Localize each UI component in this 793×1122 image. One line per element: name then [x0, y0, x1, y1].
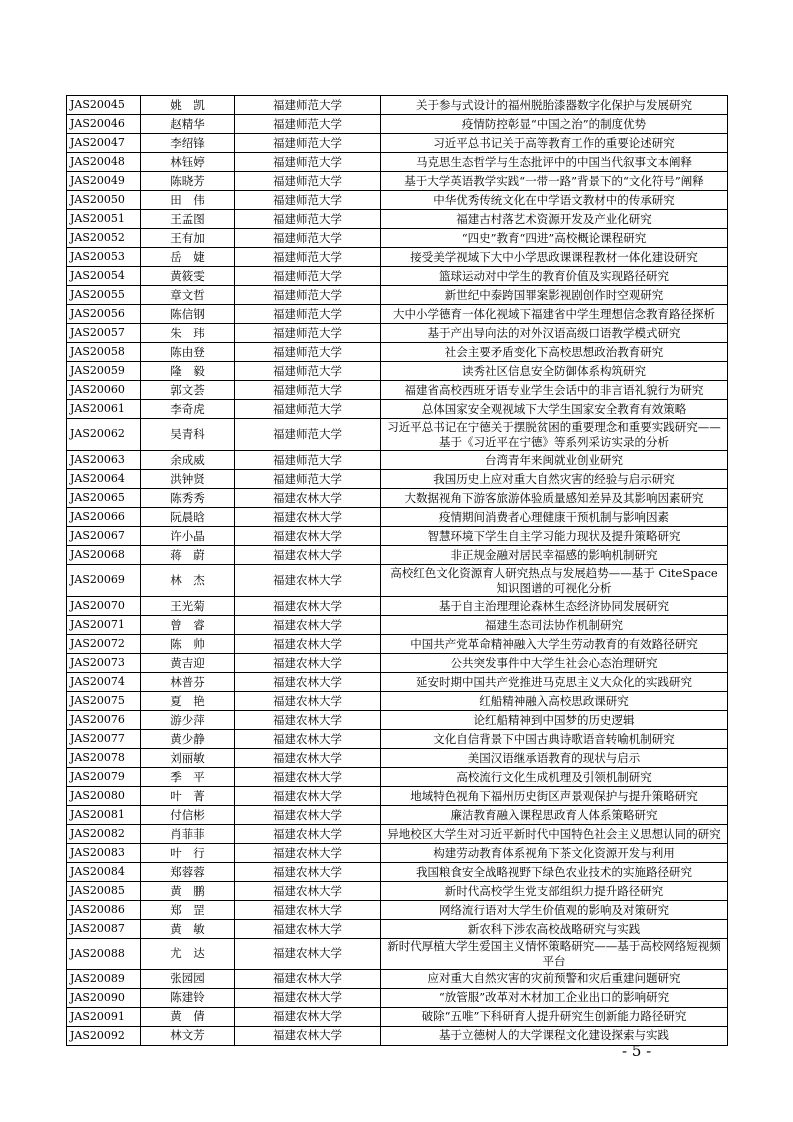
project-id-cell: JAS20059 [67, 362, 141, 381]
leader-name-cell: 岳 婕 [141, 248, 235, 267]
project-id-cell: JAS20083 [67, 844, 141, 863]
table-row [67, 305, 728, 324]
table-row [67, 324, 728, 343]
leader-name-cell: 付信彬 [141, 806, 235, 825]
leader-name-cell: 肖菲菲 [141, 825, 235, 844]
table-row [67, 172, 728, 191]
institution-cell: 福建农林大学 [235, 654, 381, 673]
table-row [67, 844, 728, 863]
table-row [67, 825, 728, 844]
table-row [67, 419, 728, 451]
table-row [67, 939, 728, 970]
table-row [67, 470, 728, 489]
project-id-cell: JAS20048 [67, 153, 141, 172]
institution-cell: 福建农林大学 [235, 546, 381, 565]
leader-name-cell: 郑 罡 [141, 901, 235, 920]
project-title-cell: 基于产出导向法的对外汉语高级口语教学模式研究 [381, 324, 728, 343]
institution-cell: 福建师范大学 [235, 172, 381, 191]
project-id-cell: JAS20051 [67, 210, 141, 229]
institution-cell: 福建农林大学 [235, 489, 381, 508]
project-id-cell: JAS20075 [67, 692, 141, 711]
page-number: - 5 - [622, 1042, 652, 1060]
leader-name-cell: 游少萍 [141, 711, 235, 730]
project-id-cell: JAS20091 [67, 1007, 141, 1026]
project-id-cell: JAS20068 [67, 546, 141, 565]
project-title-cell: 非正规金融对居民幸福感的影响机制研究 [381, 546, 728, 565]
table-row [67, 343, 728, 362]
project-title-cell: “放管服”改革对木材加工企业出口的影响研究 [381, 988, 728, 1007]
institution-cell: 福建农林大学 [235, 768, 381, 787]
project-title-cell: 习近平总书记在宁德关于摆脱贫困的重要理念和重要实践研究——基于《习近平在宁德》等系列采访实录的分析 [381, 419, 728, 451]
project-list-table [66, 95, 728, 1046]
leader-name-cell: 黄 鹏 [141, 882, 235, 901]
table-row [67, 267, 728, 286]
project-id-cell: JAS20049 [67, 172, 141, 191]
project-id-cell: JAS20067 [67, 527, 141, 546]
leader-name-cell: 赵精华 [141, 115, 235, 134]
project-title-cell: 新时代厚植大学生爱国主义情怀策略研究——基于高校网络短视频平台 [381, 939, 728, 970]
leader-name-cell: 黄筱雯 [141, 267, 235, 286]
project-id-cell: JAS20078 [67, 749, 141, 768]
project-id-cell: JAS20054 [67, 267, 141, 286]
institution-cell: 福建农林大学 [235, 939, 381, 970]
institution-cell: 福建师范大学 [235, 324, 381, 343]
table-row [67, 400, 728, 419]
institution-cell: 福建师范大学 [235, 248, 381, 267]
table-row [67, 920, 728, 939]
leader-name-cell: 隆 毅 [141, 362, 235, 381]
table-row [67, 654, 728, 673]
leader-name-cell: 叶 菁 [141, 787, 235, 806]
leader-name-cell: 张园园 [141, 969, 235, 988]
table-row [67, 489, 728, 508]
project-title-cell: 基于自主治理理论森林生态经济协同发展研究 [381, 597, 728, 616]
project-title-cell: 新农科下涉农高校战略研究与实践 [381, 920, 728, 939]
project-id-cell: JAS20058 [67, 343, 141, 362]
project-title-cell: 大数据视角下游客旅游体验质量感知差异及其影响因素研究 [381, 489, 728, 508]
project-title-cell: 我国粮食安全战略视野下绿色农业技术的实施路径研究 [381, 863, 728, 882]
institution-cell: 福建师范大学 [235, 470, 381, 489]
table-row [67, 527, 728, 546]
table-row [67, 730, 728, 749]
leader-name-cell: 林普芬 [141, 673, 235, 692]
leader-name-cell: 林文芳 [141, 1026, 235, 1045]
institution-cell: 福建农林大学 [235, 844, 381, 863]
leader-name-cell: 郭文荟 [141, 381, 235, 400]
leader-name-cell: 叶 行 [141, 844, 235, 863]
project-title-cell: 篮球运动对中学生的教育价值及实现路径研究 [381, 267, 728, 286]
project-id-cell: JAS20055 [67, 286, 141, 305]
institution-cell: 福建农林大学 [235, 597, 381, 616]
leader-name-cell: 朱 玮 [141, 324, 235, 343]
project-id-cell: JAS20057 [67, 324, 141, 343]
institution-cell: 福建农林大学 [235, 565, 381, 597]
project-id-cell: JAS20052 [67, 229, 141, 248]
table-row [67, 229, 728, 248]
project-title-cell: 网络流行语对大学生价值观的影响及对策研究 [381, 901, 728, 920]
institution-cell: 福建农林大学 [235, 969, 381, 988]
institution-cell: 福建师范大学 [235, 343, 381, 362]
leader-name-cell: 曾 睿 [141, 616, 235, 635]
institution-cell: 福建农林大学 [235, 711, 381, 730]
table-row [67, 635, 728, 654]
project-id-cell: JAS20085 [67, 882, 141, 901]
table-row [67, 901, 728, 920]
leader-name-cell: 尤 达 [141, 939, 235, 970]
institution-cell: 福建农林大学 [235, 806, 381, 825]
leader-name-cell: 黄 倩 [141, 1007, 235, 1026]
project-title-cell: 应对重大自然灾害的灾前预警和灾后重建问题研究 [381, 969, 728, 988]
project-title-cell: 福建生态司法协作机制研究 [381, 616, 728, 635]
institution-cell: 福建农林大学 [235, 635, 381, 654]
table-row [67, 248, 728, 267]
table-row [67, 749, 728, 768]
table-row [67, 508, 728, 527]
project-title-cell: 读秀社区信息安全防御体系构筑研究 [381, 362, 728, 381]
institution-cell: 福建师范大学 [235, 134, 381, 153]
institution-cell: 福建师范大学 [235, 229, 381, 248]
institution-cell: 福建农林大学 [235, 1007, 381, 1026]
project-title-cell: 福建古村落艺术资源开发及产业化研究 [381, 210, 728, 229]
project-title-cell: 高校流行文化生成机理及引领机制研究 [381, 768, 728, 787]
project-list-body [67, 96, 728, 1046]
institution-cell: 福建农林大学 [235, 863, 381, 882]
table-row [67, 381, 728, 400]
leader-name-cell: 许小晶 [141, 527, 235, 546]
table-row [67, 692, 728, 711]
leader-name-cell: 季 平 [141, 768, 235, 787]
project-title-cell: 智慧环境下学生自主学习能力现状及提升策略研究 [381, 527, 728, 546]
project-id-cell: JAS20086 [67, 901, 141, 920]
project-id-cell: JAS20090 [67, 988, 141, 1007]
project-id-cell: JAS20056 [67, 305, 141, 324]
project-id-cell: JAS20080 [67, 787, 141, 806]
institution-cell: 福建师范大学 [235, 286, 381, 305]
institution-cell: 福建农林大学 [235, 901, 381, 920]
leader-name-cell: 林钰婷 [141, 153, 235, 172]
table-row [67, 616, 728, 635]
table-row [67, 286, 728, 305]
project-id-cell: JAS20082 [67, 825, 141, 844]
table-row [67, 711, 728, 730]
project-id-cell: JAS20064 [67, 470, 141, 489]
project-id-cell: JAS20065 [67, 489, 141, 508]
project-title-cell: 福建省高校西班牙语专业学生会话中的非言语礼貌行为研究 [381, 381, 728, 400]
institution-cell: 福建师范大学 [235, 267, 381, 286]
project-id-cell: JAS20066 [67, 508, 141, 527]
leader-name-cell: 黄少静 [141, 730, 235, 749]
project-id-cell: JAS20072 [67, 635, 141, 654]
leader-name-cell: 刘丽敏 [141, 749, 235, 768]
project-title-cell: 疫情期间消费者心理健康干预机制与影响因素 [381, 508, 728, 527]
table-row [67, 115, 728, 134]
institution-cell: 福建农林大学 [235, 749, 381, 768]
project-id-cell: JAS20053 [67, 248, 141, 267]
leader-name-cell: 陈信钢 [141, 305, 235, 324]
project-title-cell: 异地校区大学生对习近平新时代中国特色社会主义思想认同的研究 [381, 825, 728, 844]
project-title-cell: 破除“五唯”下科研育人提升研究生创新能力路径研究 [381, 1007, 728, 1026]
leader-name-cell: 章文哲 [141, 286, 235, 305]
project-title-cell: 习近平总书记关于高等教育工作的重要论述研究 [381, 134, 728, 153]
table-row [67, 210, 728, 229]
leader-name-cell: 余成威 [141, 451, 235, 470]
leader-name-cell: 李奇虎 [141, 400, 235, 419]
table-row [67, 96, 728, 115]
project-id-cell: JAS20088 [67, 939, 141, 970]
table-row [67, 787, 728, 806]
project-id-cell: JAS20073 [67, 654, 141, 673]
project-id-cell: JAS20087 [67, 920, 141, 939]
project-title-cell: 疫情防控彰显“中国之治”的制度优势 [381, 115, 728, 134]
institution-cell: 福建农林大学 [235, 673, 381, 692]
institution-cell: 福建农林大学 [235, 692, 381, 711]
project-id-cell: JAS20070 [67, 597, 141, 616]
institution-cell: 福建农林大学 [235, 527, 381, 546]
institution-cell: 福建师范大学 [235, 451, 381, 470]
project-title-cell: 总体国家安全观视域下大学生国家安全教育有效策略 [381, 400, 728, 419]
project-id-cell: JAS20063 [67, 451, 141, 470]
table-row [67, 969, 728, 988]
table-row [67, 768, 728, 787]
institution-cell: 福建农林大学 [235, 787, 381, 806]
leader-name-cell: 田 伟 [141, 191, 235, 210]
project-title-cell: 中国共产党革命精神融入大学生劳动教育的有效路径研究 [381, 635, 728, 654]
leader-name-cell: 阮晨晗 [141, 508, 235, 527]
leader-name-cell: 王孟图 [141, 210, 235, 229]
project-title-cell: 基于立德树人的大学课程文化建设探索与实践 [381, 1026, 728, 1045]
table-row [67, 806, 728, 825]
institution-cell: 福建师范大学 [235, 210, 381, 229]
institution-cell: 福建师范大学 [235, 153, 381, 172]
leader-name-cell: 郑蓉蓉 [141, 863, 235, 882]
project-title-cell: 构建劳动教育体系视角下茶文化资源开发与利用 [381, 844, 728, 863]
table-row [67, 546, 728, 565]
project-id-cell: JAS20079 [67, 768, 141, 787]
project-id-cell: JAS20046 [67, 115, 141, 134]
leader-name-cell: 陈建铃 [141, 988, 235, 1007]
institution-cell: 福建师范大学 [235, 305, 381, 324]
project-title-cell: 高校红色文化资源育人研究热点与发展趋势——基于 CiteSpace 知识图谱的可视化分析 [381, 565, 728, 597]
project-title-cell: 文化自信背景下中国古典诗歌语音转喻机制研究 [381, 730, 728, 749]
leader-name-cell: 吴青科 [141, 419, 235, 451]
institution-cell: 福建师范大学 [235, 381, 381, 400]
table-row [67, 191, 728, 210]
table-row [67, 451, 728, 470]
project-id-cell: JAS20060 [67, 381, 141, 400]
leader-name-cell: 陈 帅 [141, 635, 235, 654]
project-title-cell: 马克思生态哲学与生态批评中的中国当代叙事文本阐释 [381, 153, 728, 172]
leader-name-cell: 王有加 [141, 229, 235, 248]
project-title-cell: 论红船精神到中国梦的历史逻辑 [381, 711, 728, 730]
institution-cell: 福建师范大学 [235, 419, 381, 451]
project-title-cell: 新世纪中泰跨国罪案影视剧创作时空观研究 [381, 286, 728, 305]
table-row [67, 597, 728, 616]
project-title-cell: 美国汉语继承语教育的现状与启示 [381, 749, 728, 768]
project-title-cell: “四史”教育“四进”高校概论课程研究 [381, 229, 728, 248]
project-id-cell: JAS20077 [67, 730, 141, 749]
leader-name-cell: 蒋 蔚 [141, 546, 235, 565]
institution-cell: 福建农林大学 [235, 730, 381, 749]
institution-cell: 福建农林大学 [235, 920, 381, 939]
institution-cell: 福建农林大学 [235, 616, 381, 635]
leader-name-cell: 王光菊 [141, 597, 235, 616]
project-title-cell: 红船精神融入高校思政课研究 [381, 692, 728, 711]
project-id-cell: JAS20045 [67, 96, 141, 115]
institution-cell: 福建农林大学 [235, 1026, 381, 1045]
table-row [67, 673, 728, 692]
institution-cell: 福建农林大学 [235, 825, 381, 844]
project-id-cell: JAS20092 [67, 1026, 141, 1045]
project-title-cell: 新时代高校学生党支部组织力提升路径研究 [381, 882, 728, 901]
project-id-cell: JAS20071 [67, 616, 141, 635]
project-title-cell: 接受美学视域下大中小学思政课课程教材一体化建设研究 [381, 248, 728, 267]
project-id-cell: JAS20076 [67, 711, 141, 730]
project-title-cell: 大中小学德育一体化视域下福建省中学生理想信念教育路径探析 [381, 305, 728, 324]
institution-cell: 福建师范大学 [235, 191, 381, 210]
project-id-cell: JAS20047 [67, 134, 141, 153]
project-id-cell: JAS20081 [67, 806, 141, 825]
leader-name-cell: 夏 艳 [141, 692, 235, 711]
leader-name-cell: 李绍锋 [141, 134, 235, 153]
project-id-cell: JAS20074 [67, 673, 141, 692]
institution-cell: 福建师范大学 [235, 115, 381, 134]
project-id-cell: JAS20062 [67, 419, 141, 451]
project-title-cell: 延安时期中国共产党推进马克思主义大众化的实践研究 [381, 673, 728, 692]
project-title-cell: 地域特色视角下福州历史街区声景观保护与提升策略研究 [381, 787, 728, 806]
table-row [67, 1007, 728, 1026]
table-row [67, 988, 728, 1007]
leader-name-cell: 黄 敏 [141, 920, 235, 939]
project-title-cell: 我国历史上应对重大自然灾害的经验与启示研究 [381, 470, 728, 489]
institution-cell: 福建农林大学 [235, 988, 381, 1007]
project-title-cell: 关于参与式设计的福州脱胎漆器数字化保护与发展研究 [381, 96, 728, 115]
institution-cell: 福建农林大学 [235, 508, 381, 527]
institution-cell: 福建师范大学 [235, 362, 381, 381]
leader-name-cell: 陈晓芳 [141, 172, 235, 191]
institution-cell: 福建师范大学 [235, 96, 381, 115]
table-row [67, 565, 728, 597]
project-title-cell: 公共突发事件中大学生社会心态治理研究 [381, 654, 728, 673]
leader-name-cell: 黄吉迎 [141, 654, 235, 673]
table-row [67, 362, 728, 381]
project-id-cell: JAS20061 [67, 400, 141, 419]
project-id-cell: JAS20084 [67, 863, 141, 882]
table-row [67, 882, 728, 901]
institution-cell: 福建师范大学 [235, 400, 381, 419]
table-row [67, 153, 728, 172]
project-title-cell: 台湾青年来闽就业创业研究 [381, 451, 728, 470]
institution-cell: 福建农林大学 [235, 882, 381, 901]
table-row [67, 134, 728, 153]
project-title-cell: 社会主要矛盾变化下高校思想政治教育研究 [381, 343, 728, 362]
leader-name-cell: 洪钟贤 [141, 470, 235, 489]
leader-name-cell: 姚 凯 [141, 96, 235, 115]
project-title-cell: 廉洁教育融入课程思政育人体系策略研究 [381, 806, 728, 825]
project-id-cell: JAS20069 [67, 565, 141, 597]
table-row [67, 863, 728, 882]
leader-name-cell: 陈由登 [141, 343, 235, 362]
project-title-cell: 基于大学英语教学实践“一带一路”背景下的“文化符号”阐释 [381, 172, 728, 191]
leader-name-cell: 林 杰 [141, 565, 235, 597]
project-id-cell: JAS20050 [67, 191, 141, 210]
project-id-cell: JAS20089 [67, 969, 141, 988]
project-title-cell: 中华优秀传统文化在中学语文教材中的传承研究 [381, 191, 728, 210]
leader-name-cell: 陈秀秀 [141, 489, 235, 508]
